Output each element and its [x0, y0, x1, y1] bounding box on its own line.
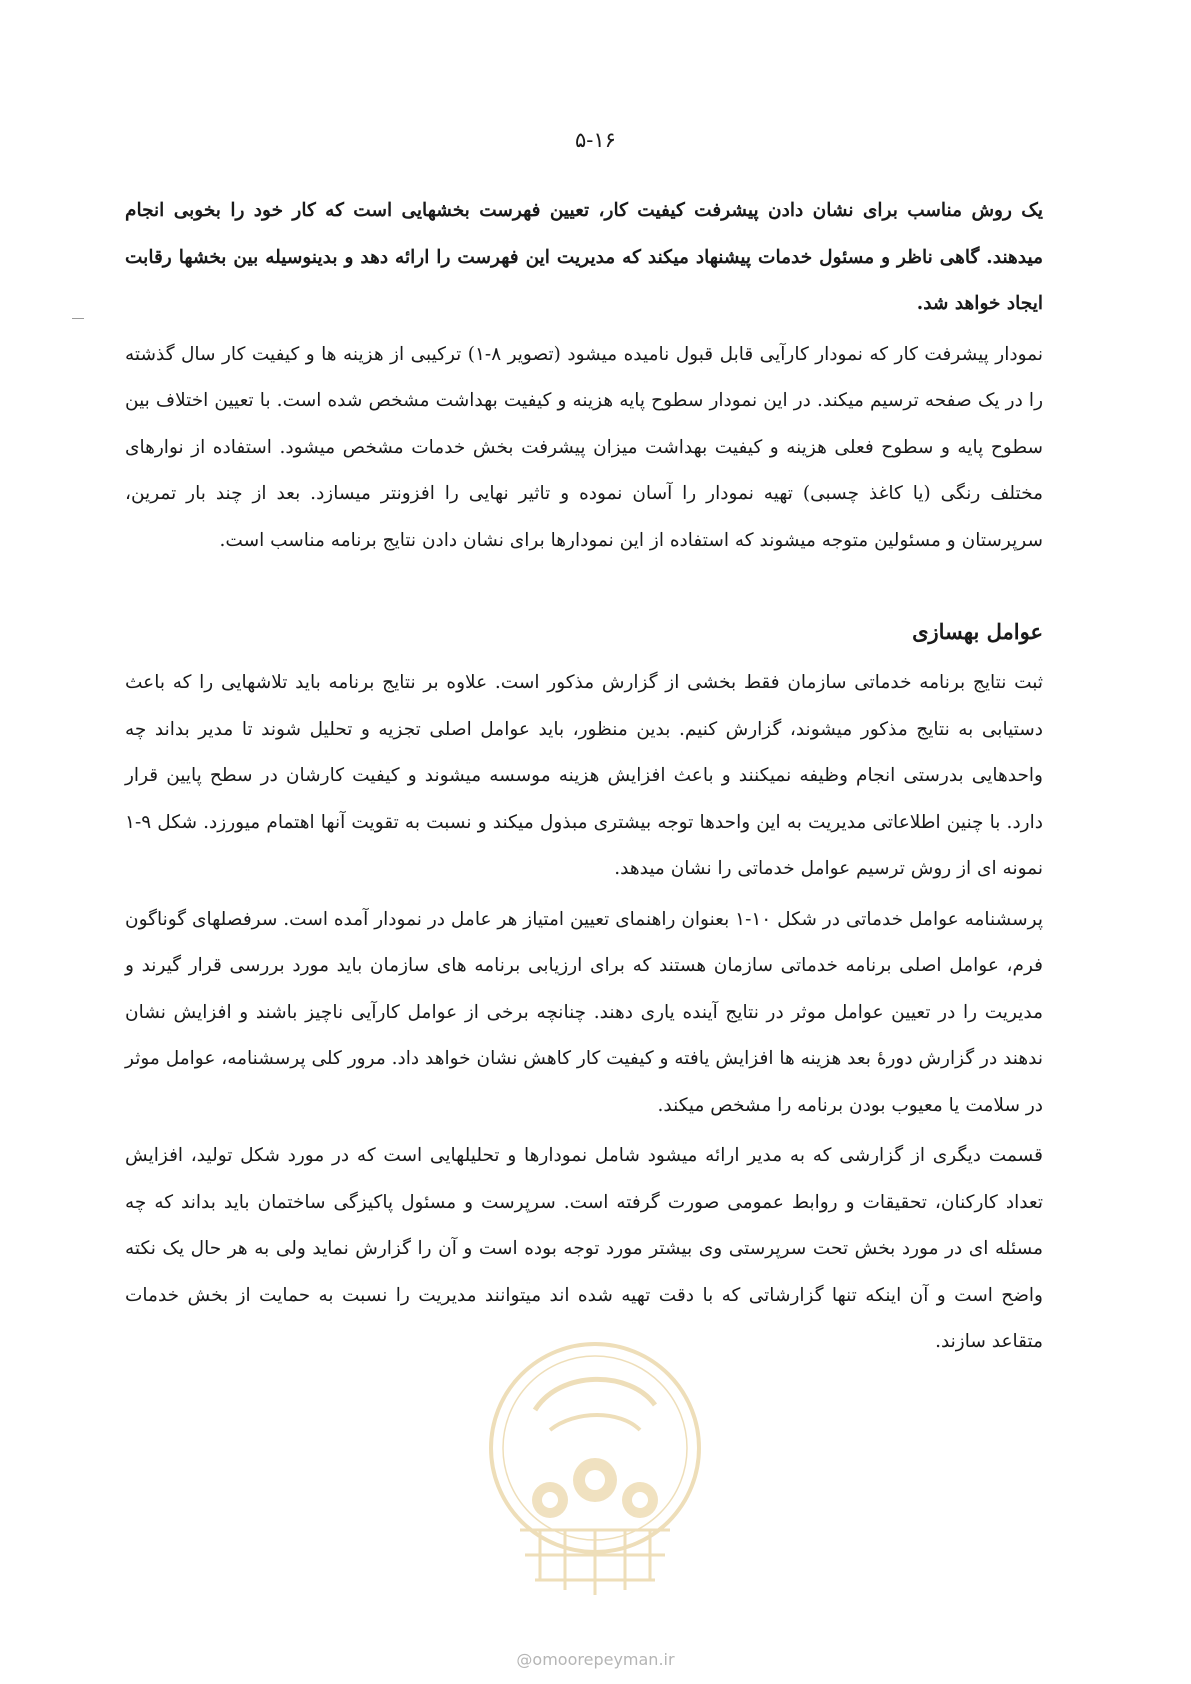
paragraph-questionnaire: پرسشنامه عوامل خدماتی در شکل ۱۰-۱ بعنوان راهنمای تعیین امتیاز هر عامل در نمودار آمده است. سرفصلهای گوناگون فرم، عوامل اصلی برنامه خدماتی سازمان هستند که برای ارزیابی برنامه های سازمان باید مورد بررسی قرار گیرند و مدیریت را در تعیین عوامل موثر در نتایج آینده یاری دهند. چنانچه برخی از عوامل کارآیی ناچیز باشند و افزایش نشان ندهند در گزارش دورهٔ بعد هزینه ها افزایش یافته و کیفیت کار کاهش نشان خواهد داد. مرور کلی پرسشنامه، عوامل موثر در سلامت یا معیوب بودن برنامه را مشخص میکند.	[125, 908, 1043, 1116]
section-heading: عوامل بهسازی	[912, 619, 1043, 644]
paragraph-progress-chart: نمودار پیشرفت کار که نمودار کارآیی قابل قبول نامیده میشود (تصویر ۸-۱) ترکیبی از هزینه ها و کیفیت کار سال گذشته را در یک صفحه ترسیم میکند. در این نمودار سطوح پایه هزینه و کیفیت بهداشت مشخص شده است. با تعیین اختلاف بین سطوح پایه و سطوح فعلی هزینه و کیفیت بهداشت میزان پیشرفت بخش خدمات مشخص میشود. استفاده از نوارهای مختلف رنگی (یا کاغذ چسبی) تهیه نمودار را آسان نموده و تاثیر نهایی را افزونتر میسازد. بعد از چند بار تمرین، سرپرستان و مسئولین متوجه میشوند که استفاده از این نمودارها برای نشان دادن نتایج برنامه مناسب است.	[125, 343, 1044, 551]
paragraph-report-analysis: قسمت دیگری از گزارشی که به مدیر ارائه میشود شامل نمودارها و تحلیلهایی است که در مورد شکل تولید، افزایش تعداد کارکنان، تحقیقات و روابط عمومی صورت گرفته است. سرپرست و مسئول پاکیزگی ساختمان باید بداند که چه مسئله ای در مورد بخش تحت سرپرستی وی بیشتر مورد توجه بوده است و آن را گزارش نماید ولی به هر حال یک نکته واضح است و آن اینکه تنها گزارشاتی که با دقت تهیه شده اند میتوانند مدیریت را نسبت به حمایت از بخش خدمات متقاعد سازند.	[125, 1145, 1043, 1352]
page-body	[125, 188, 1043, 1366]
paragraph-factors-intro: ثبت نتایج برنامه خدماتی سازمان فقط بخشی از گزارش مذکور است. علاوه بر نتایج برنامه باید تلاشهایی را که باعث دستیابی به نتایج مذکور میشوند، گزارش کنیم. بدین منظور، باید عوامل اصلی تجزیه و تحلیل شوند تا مدیر بداند چه واحدهایی بدرستی انجام وظیفه نمیکنند و باعث افزایش هزینه موسسه میشوند و کیفیت کارشان در سطح پایین قرار دارد. با چنین اطلاعاتی مدیریت به این واحدها توجه بیشتری مبذول میکند و نسبت به تقویت آنها اهتمام میورزد. شکل ۹-۱ نمونه ای از روش ترسیم عوامل خدماتی را نشان میدهد.	[125, 672, 1043, 879]
section-gap	[125, 564, 1043, 604]
page-number: ۵-۱۶	[575, 128, 616, 152]
paragraph-ranking-sections: یک روش مناسب برای نشان دادن پیشرفت کیفیت کار، تعیین فهرست بخشهایی است که کار خود را بخوبی انجام میدهند. گاهی ناظر و مسئول خدمات پیشنهاد میکند که مدیریت این فهرست را ارائه دهد و بدینوسیله بین بخشها رقابت ایجاد خواهد شد.	[125, 200, 1043, 314]
margin-mark	[72, 318, 84, 319]
watermark-logo	[480, 1330, 710, 1630]
watermark-site: @omoorepeyman.ir	[516, 1650, 675, 1669]
